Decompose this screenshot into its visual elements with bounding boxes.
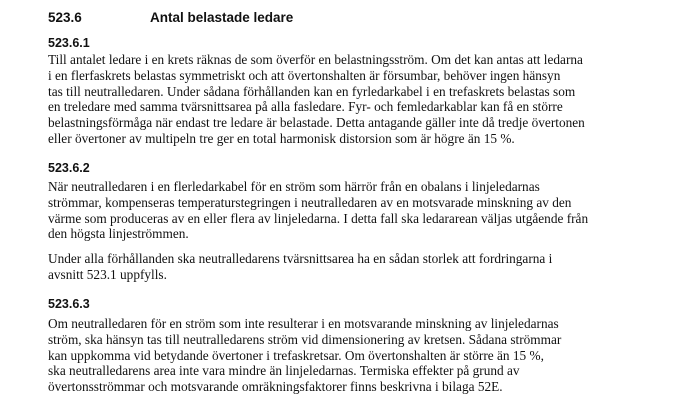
- paragraph: [48, 316, 688, 395]
- text-line: belastningsförmåga när endast tre ledare är belastade. Detta antagande gäller inte då tredje övertonen: [48, 115, 585, 131]
- text-line: avsnitt 523.1 uppfylls.: [48, 266, 167, 282]
- section-heading: [48, 9, 568, 27]
- text-line: eller övertoner av multipeln tre ger en total harmonisk distorsion som är högre än 15 %.: [48, 130, 515, 146]
- paragraph: [48, 251, 688, 283]
- paragraph: [48, 52, 688, 147]
- text-line: Till antalet ledare i en krets räknas de som överför en belastningsström. Om det kan antas att ledarna: [48, 52, 583, 67]
- text-line: ska neutralledarens area inte vara mindre än linjeledarnas. Termiska effekter på grund av: [48, 363, 520, 379]
- section-number: 523.6: [48, 10, 82, 25]
- text-line: tas till neutralledaren. Under sådana förhållanden kan en fyrledarkabel i en trefaskrets belastas som: [48, 83, 576, 99]
- text-line: den högsta linjeströmmen.: [48, 226, 189, 242]
- text-line: ström, ska hänsyn tas till neutralledarens ström vid dimensionering av kretsen. Sådana strömmar: [48, 331, 562, 347]
- text-line: i en flerfaskrets belastas symmetriskt och att övertonshalten är försumbar, behöver ingen hänsyn: [48, 67, 561, 83]
- subsection-number: 523.6.2: [48, 161, 90, 175]
- text-line: en treledare med samma tvärsnittsarea på alla fasledare. Fyr- och femledarkablar kan få en större: [48, 99, 563, 115]
- text-line: värme som produceras av en eller flera av linjeledarna. I detta fall ska ledararean väljas utgående från: [48, 210, 589, 226]
- text-line: Om neutralledaren för en ström som inte resulterar i en motsvarande minskning av linjeledarnas: [48, 316, 559, 331]
- text-line: övertonsströmmar och motsvarande omräkningsfaktorer finns beskrivna i bilaga 52E.: [48, 379, 503, 395]
- subsection-number: 523.6.3: [48, 297, 90, 311]
- section-title: Antal belastade ledare: [150, 10, 294, 25]
- paragraph: [48, 179, 688, 242]
- text-line: strömmar, kompenseras temperaturstegringen i neutralledaren av en motsvarade minskning av den: [48, 194, 572, 210]
- text-line: kan uppkomma vid betydande övertoner i trefaskretsar. Om övertonshalten är större än 15 %,: [48, 347, 544, 363]
- text-line: Under alla förhållanden ska neutralledarens tvärsnittsarea ha en sådan storlek att fordringarna i: [48, 251, 553, 266]
- text-line: När neutralledaren i en flerledarkabel för en ström som härrör från en obalans i linjeledarnas: [48, 179, 540, 194]
- subsection-number: 523.6.1: [48, 36, 90, 50]
